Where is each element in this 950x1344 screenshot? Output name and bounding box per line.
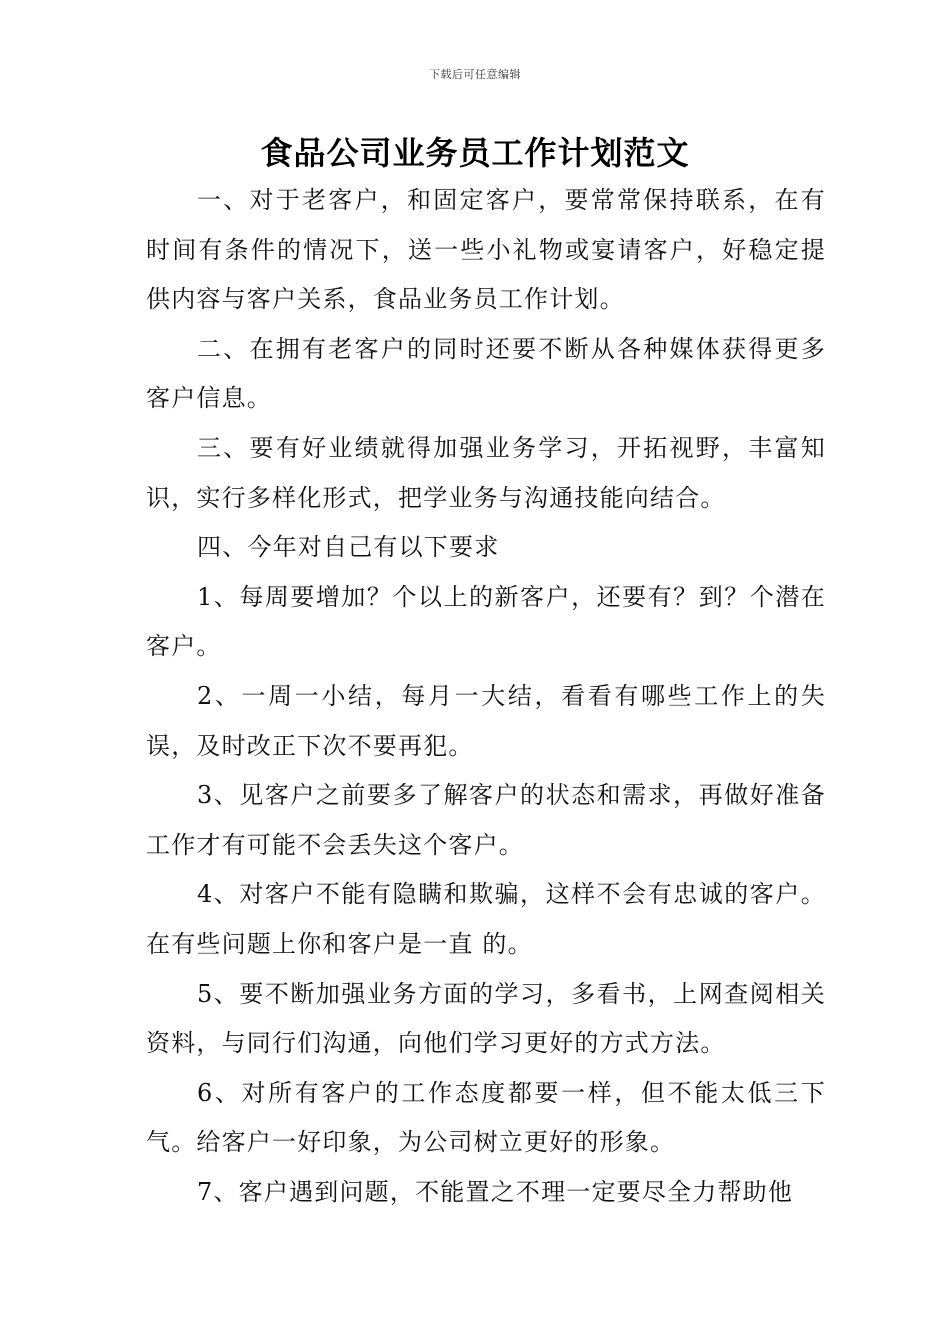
paragraph-2: 二、在拥有老客户的同时还要不断从各种媒体获得更多客户信息。 — [146, 334, 826, 413]
list-item-4: 4、对客户不能有隐瞒和欺骗，这样不会有忠诚的客户。在有些问题上你和客户是一直 的。 — [146, 880, 826, 958]
list-item-1: 1、每周要增加？个以上的新客户，还要有？到？个潜在客户。 — [146, 582, 826, 661]
paragraph-1: 一、对于老客户，和固定客户，要常常保持联系，在有时间有条件的情况下，送一些小礼物或宴请客户，好稳定提供内容与客户关系，食品业务员工作计划。 — [146, 186, 826, 314]
paragraph-4: 四、今年对自己有以下要求 — [197, 533, 500, 562]
list-item-6: 6、对所有客户的工作态度都要一样，但不能太低三下气。给客户一好印象，为公司树立更好的形象。 — [146, 1078, 826, 1157]
document-body — [146, 176, 826, 1217]
document-title: 食品公司业务员工作计划范文 — [260, 134, 690, 172]
list-item-2: 2、一周一小结，每月一大结，看看有哪些工作上的失误，及时改正下次不要再犯。 — [146, 681, 826, 760]
list-item-3: 3、见客户之前要多了解客户的状态和需求，再做好准备工作才有可能不会丢失这个客户。 — [146, 781, 826, 859]
list-item-5: 5、要不断加强业务方面的学习，多看书，上网查阅相关资料，与同行们沟通，向他们学习更好的方式方法。 — [146, 979, 826, 1058]
header-note: 下载后可任意编辑 — [429, 68, 521, 81]
list-item-7: 7、客户遇到问题，不能置之不理一定要尽全力帮助他 — [197, 1177, 794, 1206]
paragraph-3: 三、要有好业绩就得加强业务学习，开拓视野，丰富知识，实行多样化形式，把学业务与沟通技能向结合。 — [146, 433, 826, 512]
